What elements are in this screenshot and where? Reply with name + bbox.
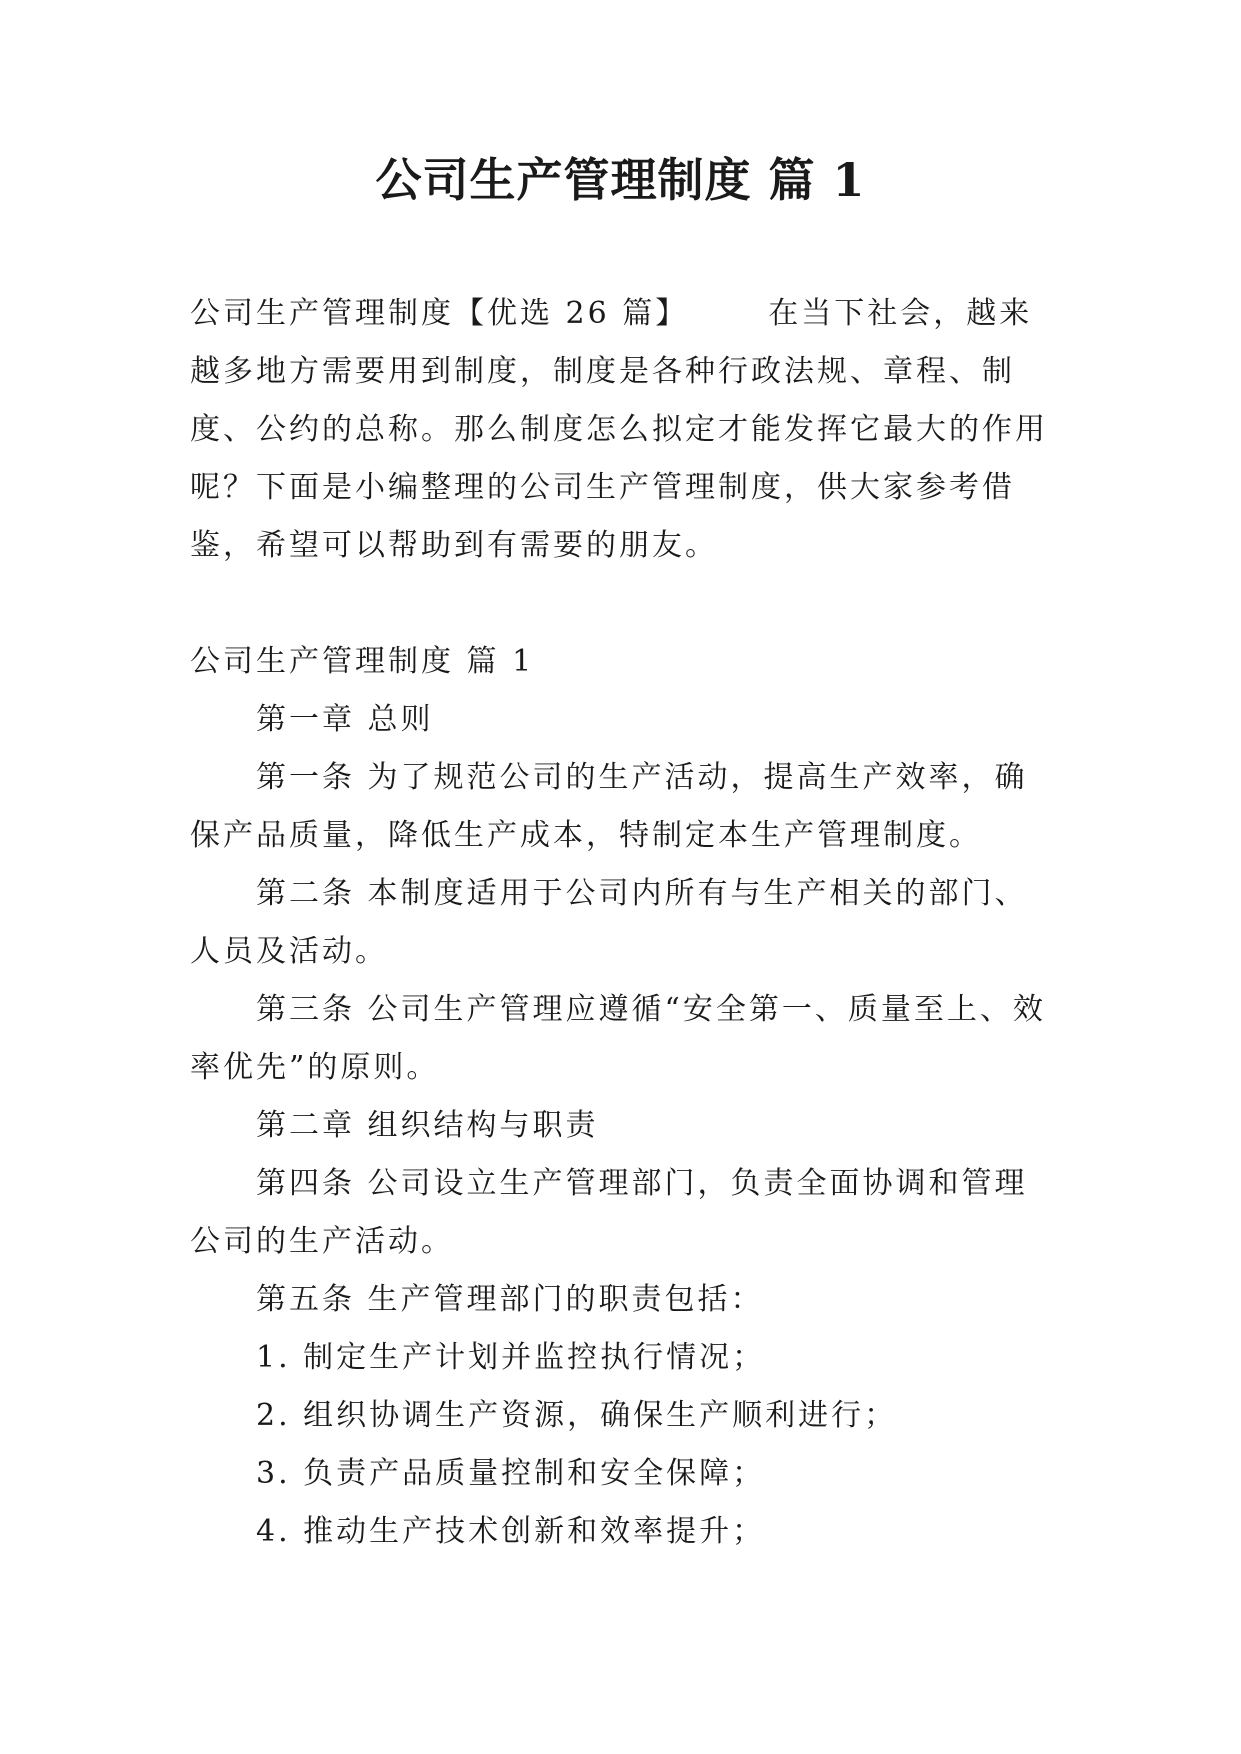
chapter-1-heading: 第一章 总则 [256, 702, 434, 737]
article-5: 第五条 生产管理部门的职责包括： [256, 1282, 764, 1317]
list-item: 3. 负责产品质量控制和安全保障； [256, 1456, 766, 1491]
chapter-2-heading: 第二章 组织结构与职责 [256, 1108, 599, 1143]
list-item: 2. 组织协调生产资源，确保生产顺利进行； [256, 1398, 898, 1433]
article-4: 第四条 公司设立生产管理部门，负责全面协调和管理公司的生产活动。 [190, 1166, 1028, 1259]
list-item: 4. 推动生产技术创新和效率提升； [256, 1514, 766, 1549]
intro-paragraph [190, 285, 1060, 575]
document-title: 公司生产管理制度 篇 1 [375, 153, 866, 207]
list-item: 1. 制定生产计划并监控执行情况； [256, 1340, 766, 1375]
article-3: 第三条 公司生产管理应遵循“安全第一、质量至上、效率优先”的原则。 [190, 992, 1046, 1085]
section-heading: 公司生产管理制度 篇 1 [190, 644, 535, 679]
intro-text: 在当下社会，越来越多地方需要用到制度，制度是各种行政法规、章程、制度、公约的总称。那么制度怎么拟定才能发挥它最大的作用呢？下面是小编整理的公司生产管理制度，供大家参考借鉴，希望可以帮助到有需要的朋友。 [190, 296, 1048, 563]
article-2: 第二条 本制度适用于公司内所有与生产相关的部门、人员及活动。 [190, 876, 1028, 969]
article-1: 第一条 为了规范公司的生产活动，提高生产效率，确保产品质量，降低生产成本，特制定本生产管理制度。 [190, 760, 1028, 853]
section-body [190, 633, 1060, 1561]
intro-lead: 公司生产管理制度【优选 26 篇】 [190, 296, 689, 331]
